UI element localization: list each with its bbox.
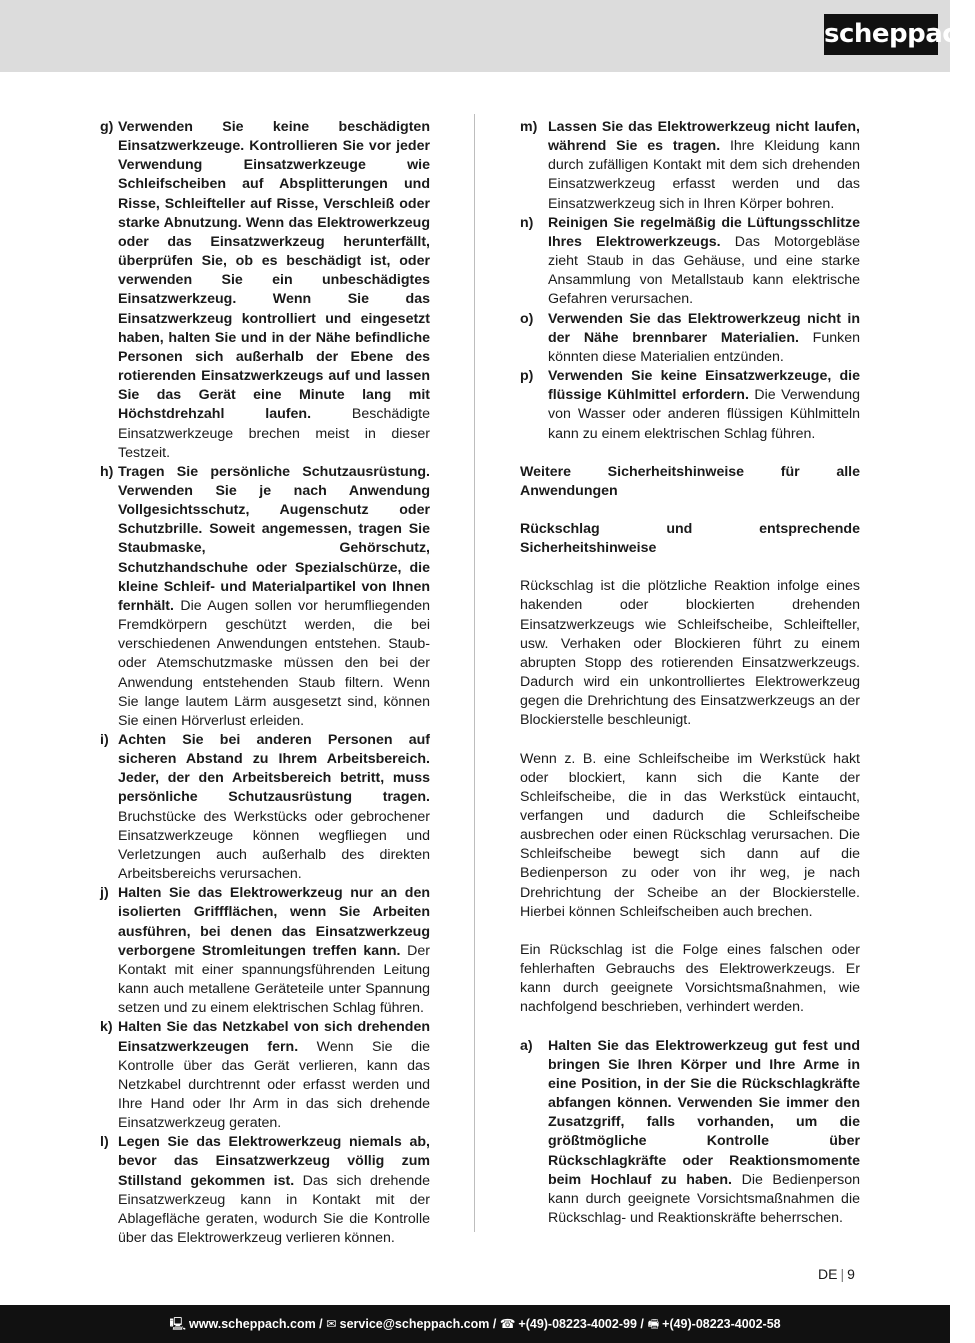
section-heading: Weitere Sicherheitshinweise für alle Anwendungen xyxy=(520,463,860,499)
column-divider xyxy=(474,114,475,1232)
item-label: j) xyxy=(100,885,109,902)
paragraph: Rückschlag ist die plötzliche Reaktion infolge eines hakenden oder blockierten drehenden Einsatzwerkzeugs wie Schleifscheibe, Schleifteller, usw. Verhaken oder Blockieren führt zu einem abrupten Stopp des rotierenden Einsatzwerkzeugs. Dadurch wird ein unkontrolliertes Elektrowerkzeug gegen die Drehrichtung des Einsatzwerkzeugs an der Blockierstelle beschleunigt. xyxy=(520,578,860,729)
paragraph: Wenn z. B. eine Schleifscheibe im Werkstück hakt oder blockiert, kann sich die Kante der Schleifscheibe, die in das Werkstück eintaucht, verfangen und dadurch die Schleifscheibe ausbrechen oder einen Rückschlag verursachen. Die Schleifscheibe bewegt sich dann auf die Bedienperson zu oder von ihr weg, je nach Drehrichtung der Scheibe an der Blockierstelle. Hierbei können Schleifscheiben auch brechen. xyxy=(520,750,860,920)
item-label: a) xyxy=(520,1037,533,1054)
item-label: h) xyxy=(100,463,114,480)
page-number-value: 9 xyxy=(847,1266,855,1282)
item-text xyxy=(118,884,430,1018)
item-normal-text: Das sich drehende Einsatzwerkzeug kann in Kontakt mit der Ablagefläche geraten, wodurch Sie die Kontrolle über das Elektrowerkzeug verlieren können. xyxy=(118,1172,430,1247)
mail-icon: ✉ xyxy=(326,1317,337,1331)
item-label: m) xyxy=(520,119,538,135)
item-normal-text: Das Motorgebläse zieht Staub in das Gehäuse, und eine starke Ansammlung von Metallstaub kann elektrische Gefahren verursachen. xyxy=(548,233,861,308)
list-item xyxy=(520,1037,860,1229)
fax-icon: 🖷 xyxy=(647,1317,660,1331)
item-bold-text: Tragen Sie persönliche Schutzausrüstung. Verwenden Sie je nach Anwendung Vollgesichtsschutz, Augenschutz oder Schutzbrille. Soweit angemessen, tragen Sie Staubmaske, Gehörschutz, Schutzhandschuhe oder Spezialschürze, die kleine Schleif- und Materialpartikel von Ihnen fernhält. xyxy=(118,463,430,614)
left-column xyxy=(100,118,430,1248)
item-normal-text: Ihre Kleidung kann durch zufälligen Kontakt mit dem sich drehenden Einsatzwerkzeug erfasst werden und das Einsatzwerkzeug sich in Ihren Körper bohren. xyxy=(548,138,860,212)
item-bold-text: Lassen Sie das Elektrowerkzeug nicht laufen, während Sie es tragen. xyxy=(548,119,860,155)
item-text xyxy=(118,1133,430,1248)
list-item xyxy=(100,884,430,1018)
right-column xyxy=(520,118,860,1228)
list-item xyxy=(520,118,860,214)
item-normal-text: Der Kontakt mit einer spannungsführenden Leitung kann auch metallene Geräteteile unter Spannung setzen und zu einem elektrischen Schlag führen. xyxy=(118,942,430,1017)
item-normal-text: Die Augen sollen vor herumfliegenden Fremdkörpern geschützt werden, die bei verschiedenen Anwendungen entstehen. Staub- oder Atemschutzmaske müssen den bei der Anwendung entstehenden Staub filtern. Wenn Sie lange lautem Lärm ausgesetzt sind, können Sie einen Hörverlust erleiden. xyxy=(118,597,430,729)
paragraph: Ein Rückschlag ist die Folge eines falschen oder fehlerhaften Gebrauchs des Elektrowerkzeugs. Er kann durch geeignete Vorsichtsmaßnahmen, wie nachfolgend beschrieben, verhindert werden. xyxy=(520,941,860,1016)
item-bold-text: Halten Sie das Netzkabel von sich drehenden Einsatzwerkzeugen fern. xyxy=(118,1019,430,1055)
item-text xyxy=(118,118,430,463)
item-bold-text: Halten Sie das Elektrowerkzeug gut fest und bringen Sie Ihren Körper und Ihre Arme in eine Position, in der Sie die Rückschlagkräfte abfangen können. Verwenden Sie immer den Zusatzgriff, falls vorhanden, um die größtmögliche Kontrolle über Rückschlagkräfte oder Reaktionsmomente beim Hochlauf zu haben. xyxy=(548,1037,860,1188)
item-text xyxy=(118,1018,430,1133)
list-item xyxy=(520,310,860,367)
item-bold-text: Achten Sie bei anderen Personen auf sicheren Abstand zu Ihrem Arbeitsbereich. Jeder, der den Arbeitsbereich betritt, muss persönliche Schutzausrüstung tragen. xyxy=(118,732,430,806)
item-normal-text: Funken könnten diese Materialien entzünden. xyxy=(548,329,860,365)
phone-icon: ☎ xyxy=(499,1317,516,1331)
item-normal-text: Die Verwendung von Wasser oder anderen flüssigen Kühlmitteln kann zu einem elektrischen Schlag führen. xyxy=(548,387,860,442)
item-text xyxy=(548,118,860,214)
item-bold-text: Halten Sie das Elektrowerkzeug nur an den isolierten Griffflächen, wenn Sie Arbeiten ausführen, bei denen das Einsatzwerkzeug verborgene Stromleitungen treffen kann. xyxy=(118,885,430,959)
footer-email[interactable]: service@scheppach.com / xyxy=(339,1317,497,1331)
item-label: o) xyxy=(520,310,534,327)
footer-phone: +(49)-08223-4002-99 / xyxy=(518,1317,644,1331)
list-item xyxy=(520,214,860,310)
item-label: k) xyxy=(100,1019,113,1036)
item-normal-text: Beschädigte Einsatzwerkzeuge brechen meist in dieser Testzeit. xyxy=(118,406,430,461)
item-label: p) xyxy=(520,368,534,385)
item-text xyxy=(118,731,430,884)
item-normal-text: Die Bedienperson kann durch geeignete Vorsichtsmaßnahmen die Rückschlag- und Reaktionskräfte beherrschen. xyxy=(548,1171,860,1226)
item-bold-text: Verwenden Sie keine beschädigten Einsatzwerkzeuge. Kontrollieren Sie vor jeder Verwendung Einsatzwerkzeuge wie Schleifscheiben auf Absplitterungen und Risse, Schleifteller auf Risse, Verschleiß oder starke Abnutzung. Wenn das Elektrowerkzeug oder das Einsatzwerkzeug herunterfällt, überprüfen Sie, ob es beschädigt ist, oder verwenden Sie ein unbeschädigtes Einsatzwerkzeug. Wenn Sie das Einsatzwerkzeug kontrolliert und eingesetzt haben, halten Sie und in der Nähe befindliche Personen sich außerhalb der Ebene des rotierenden Einsatzwerkzeugs auf und lassen Sie das Gerät eine Minute lang mit Höchstdrehzahl laufen. xyxy=(118,119,430,423)
item-text xyxy=(548,1037,860,1229)
list-item xyxy=(100,1018,430,1133)
page-separator: | xyxy=(840,1266,845,1282)
list-item xyxy=(520,367,860,444)
list-item xyxy=(100,1133,430,1248)
language-code: DE xyxy=(818,1266,838,1282)
item-bold-text: Reinigen Sie regelmäßig die Lüftungsschlitze Ihres Elektrowerkzeugs. xyxy=(548,214,860,250)
list-item xyxy=(100,731,430,884)
list-item xyxy=(100,118,430,463)
item-label: n) xyxy=(520,214,534,231)
item-text xyxy=(548,214,860,310)
item-label: i) xyxy=(100,732,109,748)
item-normal-text: Wenn Sie die Kontrolle über das Gerät verlieren, kann das Netzkabel durchtrennt oder erfasst werden und Ihre Hand oder Ihr Arm in das sich drehende Einsatzwerkzeug geraten. xyxy=(118,1038,430,1132)
item-bold-text: Verwenden Sie keine Einsatzwerkzeuge, die flüssige Kühlmittel erfordern. xyxy=(548,368,860,404)
item-text xyxy=(118,463,430,731)
item-label: l) xyxy=(100,1134,109,1151)
item-bold-text: Verwenden Sie das Elektrowerkzeug nicht in der Nähe brennbarer Materialien. xyxy=(548,310,860,346)
item-text xyxy=(548,310,860,367)
footer-website[interactable]: www.scheppach.com / xyxy=(189,1317,323,1331)
footer-fax: +(49)-08223-4002-58 xyxy=(662,1317,781,1331)
footer xyxy=(0,1305,950,1343)
computer-icon: 🖳 xyxy=(169,1317,187,1331)
list-item xyxy=(100,463,430,731)
item-text xyxy=(548,367,860,444)
item-bold-text: Legen Sie das Elektrowerkzeug niemals ab, bevor das Einsatzwerkzeug völlig zum Stillstand gekommen ist. xyxy=(118,1134,430,1189)
header-band xyxy=(0,0,950,72)
item-label: g) xyxy=(100,119,114,135)
section-heading: Rückschlag und entsprechende Sicherheitshinweise xyxy=(520,520,860,557)
item-normal-text: Bruchstücke des Werkstücks oder gebrochener Einsatzwerkzeuge können wegfliegen und Verletzungen auch außerhalb des direkten Arbeitsbereichs verursachen. xyxy=(118,808,430,883)
page-number xyxy=(818,1266,855,1282)
scheppach-logo: scheppach xyxy=(824,14,938,55)
